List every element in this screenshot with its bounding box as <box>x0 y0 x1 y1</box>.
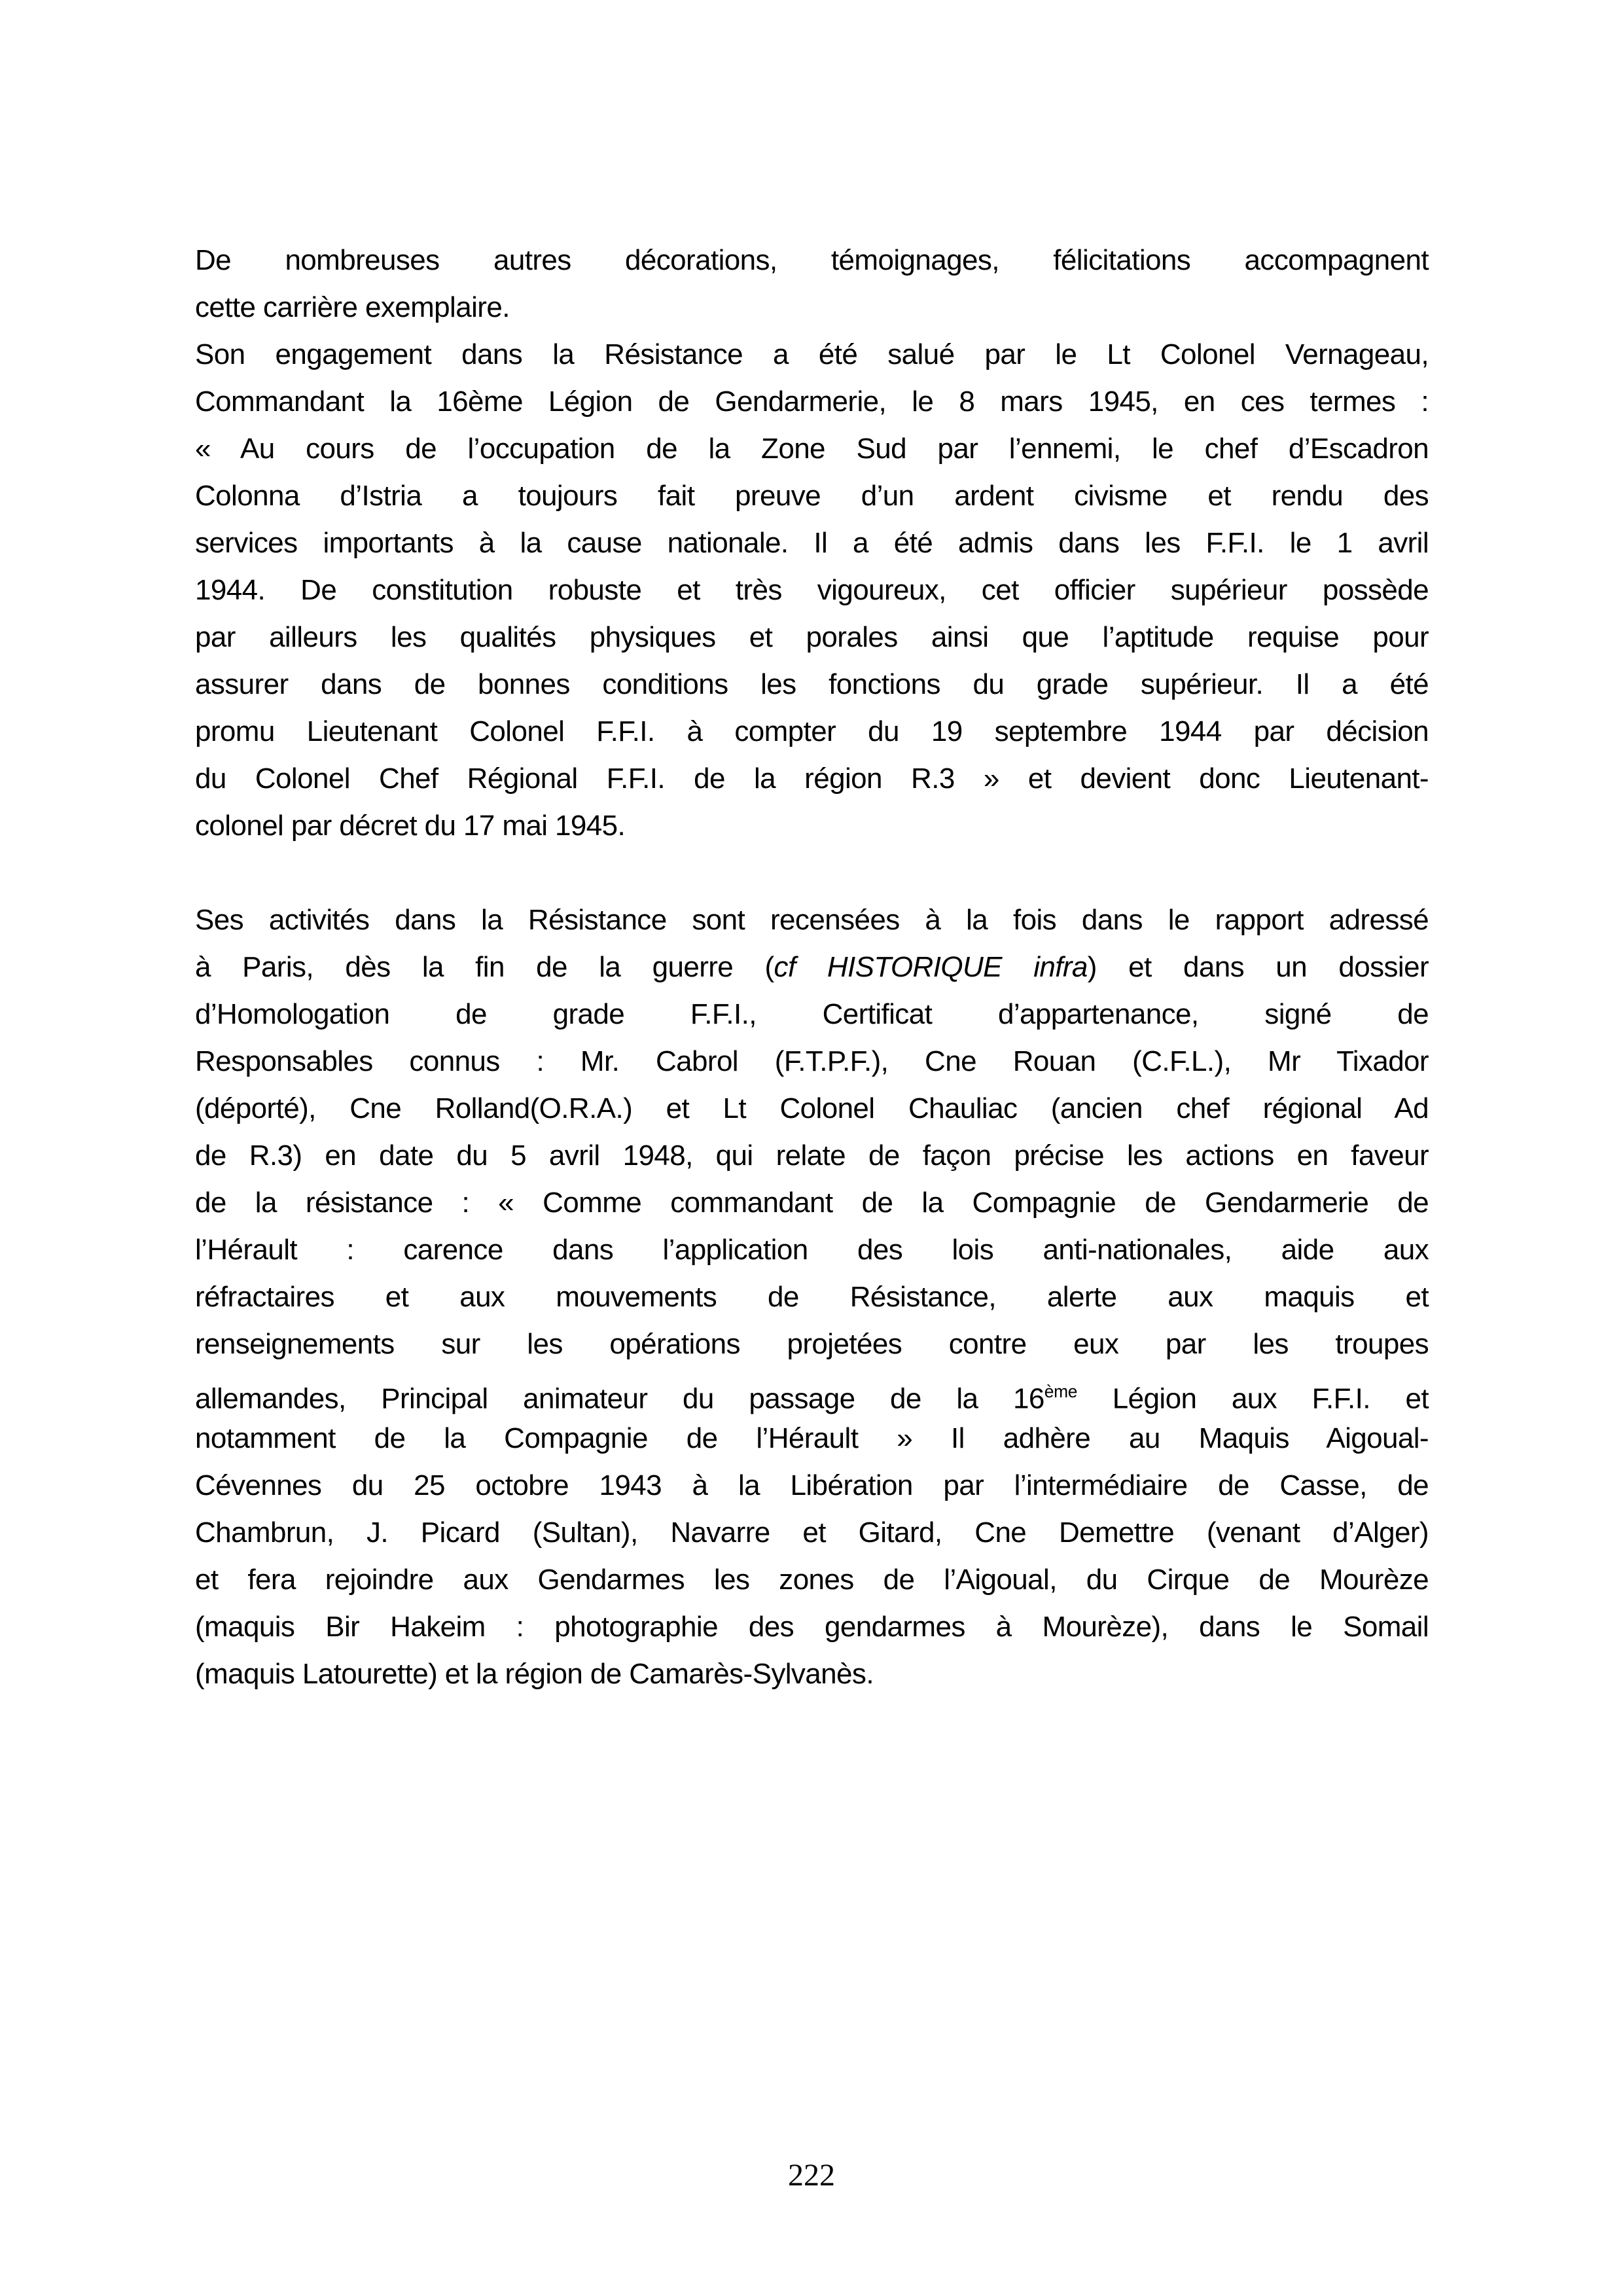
text-segment: « Au cours de l’occupation de la Zone Sud par l’ennemi, le chef d’Escadron <box>195 433 1429 465</box>
text-line <box>195 1227 1429 1274</box>
text-line <box>195 614 1429 661</box>
text-segment: Responsables connus : Mr. Cabrol (F.T.P.F.), Cne Rouan (C.F.L.), Mr Tixador <box>195 1045 1429 1077</box>
text-segment: et fera rejoindre aux Gendarmes les zones de l’Aigoual, du Cirque de Mourèze <box>195 1564 1429 1596</box>
text-segment: services importants à la cause nationale. Il a été admis dans les F.F.I. le 1 avril <box>195 527 1429 559</box>
text-line <box>195 1274 1429 1321</box>
paragraph-2 <box>195 897 1429 1698</box>
text-segment: De nombreuses autres décorations, témoignages, félicitations accompagnent <box>195 244 1429 276</box>
text-segment: Ses activités dans la Résistance sont recensées à la fois dans le rapport adressé <box>195 904 1429 936</box>
text-line <box>195 520 1429 567</box>
text-line <box>195 1604 1429 1651</box>
text-line <box>195 378 1429 425</box>
text-line <box>195 1556 1429 1604</box>
text-segment: du Colonel Chef Régional F.F.I. de la région R.3 » et devient donc Lieutenant- <box>195 762 1429 795</box>
body-text <box>195 237 1429 1698</box>
text-segment: Chambrun, J. Picard (Sultan), Navarre et Gitard, Cne Demettre (venant d’Alger) <box>195 1516 1429 1549</box>
text-line <box>195 425 1429 473</box>
text-line <box>195 1462 1429 1509</box>
text-segment: colonel par décret du 17 mai 1945. <box>195 810 626 842</box>
text-line <box>195 1368 1429 1415</box>
text-segment: d’Homologation de grade F.F.I., Certificat d’appartenance, signé de <box>195 998 1429 1030</box>
text-segment: à Paris, dès la fin de la guerre ( <box>195 951 774 983</box>
text-segment: renseignements sur les opérations projetées contre eux par les troupes <box>195 1328 1429 1360</box>
text-segment: 1944. De constitution robuste et très vigoureux, cet officier supérieur possède <box>195 574 1429 606</box>
text-line <box>195 284 1429 331</box>
text-segment: Colonna d’Istria a toujours fait preuve d’un ardent civisme et rendu des <box>195 480 1429 512</box>
text-segment: allemandes, Principal animateur du passage de la 16 <box>195 1382 1044 1415</box>
text-line <box>195 1085 1429 1132</box>
text-line <box>195 708 1429 755</box>
text-segment: promu Lieutenant Colonel F.F.I. à compter du 19 septembre 1944 par décision <box>195 715 1429 747</box>
text-segment: réfractaires et aux mouvements de Résistance, alerte aux maquis et <box>195 1281 1429 1313</box>
text-line <box>195 944 1429 991</box>
paragraph-1 <box>195 237 1429 850</box>
text-segment: Légion aux F.F.I. et <box>1077 1382 1429 1415</box>
text-line <box>195 1179 1429 1227</box>
text-segment-superscript: ème <box>1044 1382 1078 1401</box>
text-line <box>195 1509 1429 1556</box>
text-line <box>195 802 1429 850</box>
text-segment: par ailleurs les qualités physiques et porales ainsi que l’aptitude requise pour <box>195 621 1429 653</box>
text-segment: notamment de la Compagnie de l’Hérault » Il adhère au Maquis Aigoual- <box>195 1422 1429 1454</box>
page-number: 222 <box>788 2158 835 2193</box>
text-line <box>195 661 1429 708</box>
text-segment: l’Hérault : carence dans l’application des lois anti-nationales, aide aux <box>195 1234 1429 1266</box>
text-segment: cette carrière exemplaire. <box>195 291 510 323</box>
text-segment: ) et dans un dossier <box>1087 951 1429 983</box>
text-line <box>195 1415 1429 1462</box>
text-line <box>195 1321 1429 1368</box>
text-line <box>195 331 1429 378</box>
text-line <box>195 473 1429 520</box>
text-segment: Commandant la 16ème Légion de Gendarmerie, le 8 mars 1945, en ces termes : <box>195 386 1429 418</box>
text-line <box>195 991 1429 1038</box>
text-line <box>195 1651 1429 1698</box>
text-segment-italic: cf HISTORIQUE infra <box>774 951 1088 983</box>
text-line <box>195 237 1429 284</box>
text-segment: Cévennes du 25 octobre 1943 à la Libération par l’intermédiaire de Casse, de <box>195 1469 1429 1501</box>
text-segment: (maquis Bir Hakeim : photographie des gendarmes à Mourèze), dans le Somail <box>195 1611 1429 1643</box>
text-line <box>195 567 1429 614</box>
text-line <box>195 897 1429 944</box>
text-line <box>195 1038 1429 1085</box>
text-segment: assurer dans de bonnes conditions les fonctions du grade supérieur. Il a été <box>195 668 1429 700</box>
text-segment: (déporté), Cne Rolland(O.R.A.) et Lt Colonel Chauliac (ancien chef régional Ad <box>195 1092 1429 1124</box>
text-segment: de R.3) en date du 5 avril 1948, qui relate de façon précise les actions en faveur <box>195 1139 1429 1172</box>
text-segment: de la résistance : « Comme commandant de la Compagnie de Gendarmerie de <box>195 1187 1429 1219</box>
text-segment: Son engagement dans la Résistance a été salué par le Lt Colonel Vernageau, <box>195 338 1429 370</box>
text-segment: (maquis Latourette) et la région de Camarès-Sylvanès. <box>195 1658 874 1690</box>
text-line <box>195 755 1429 802</box>
text-line <box>195 1132 1429 1179</box>
